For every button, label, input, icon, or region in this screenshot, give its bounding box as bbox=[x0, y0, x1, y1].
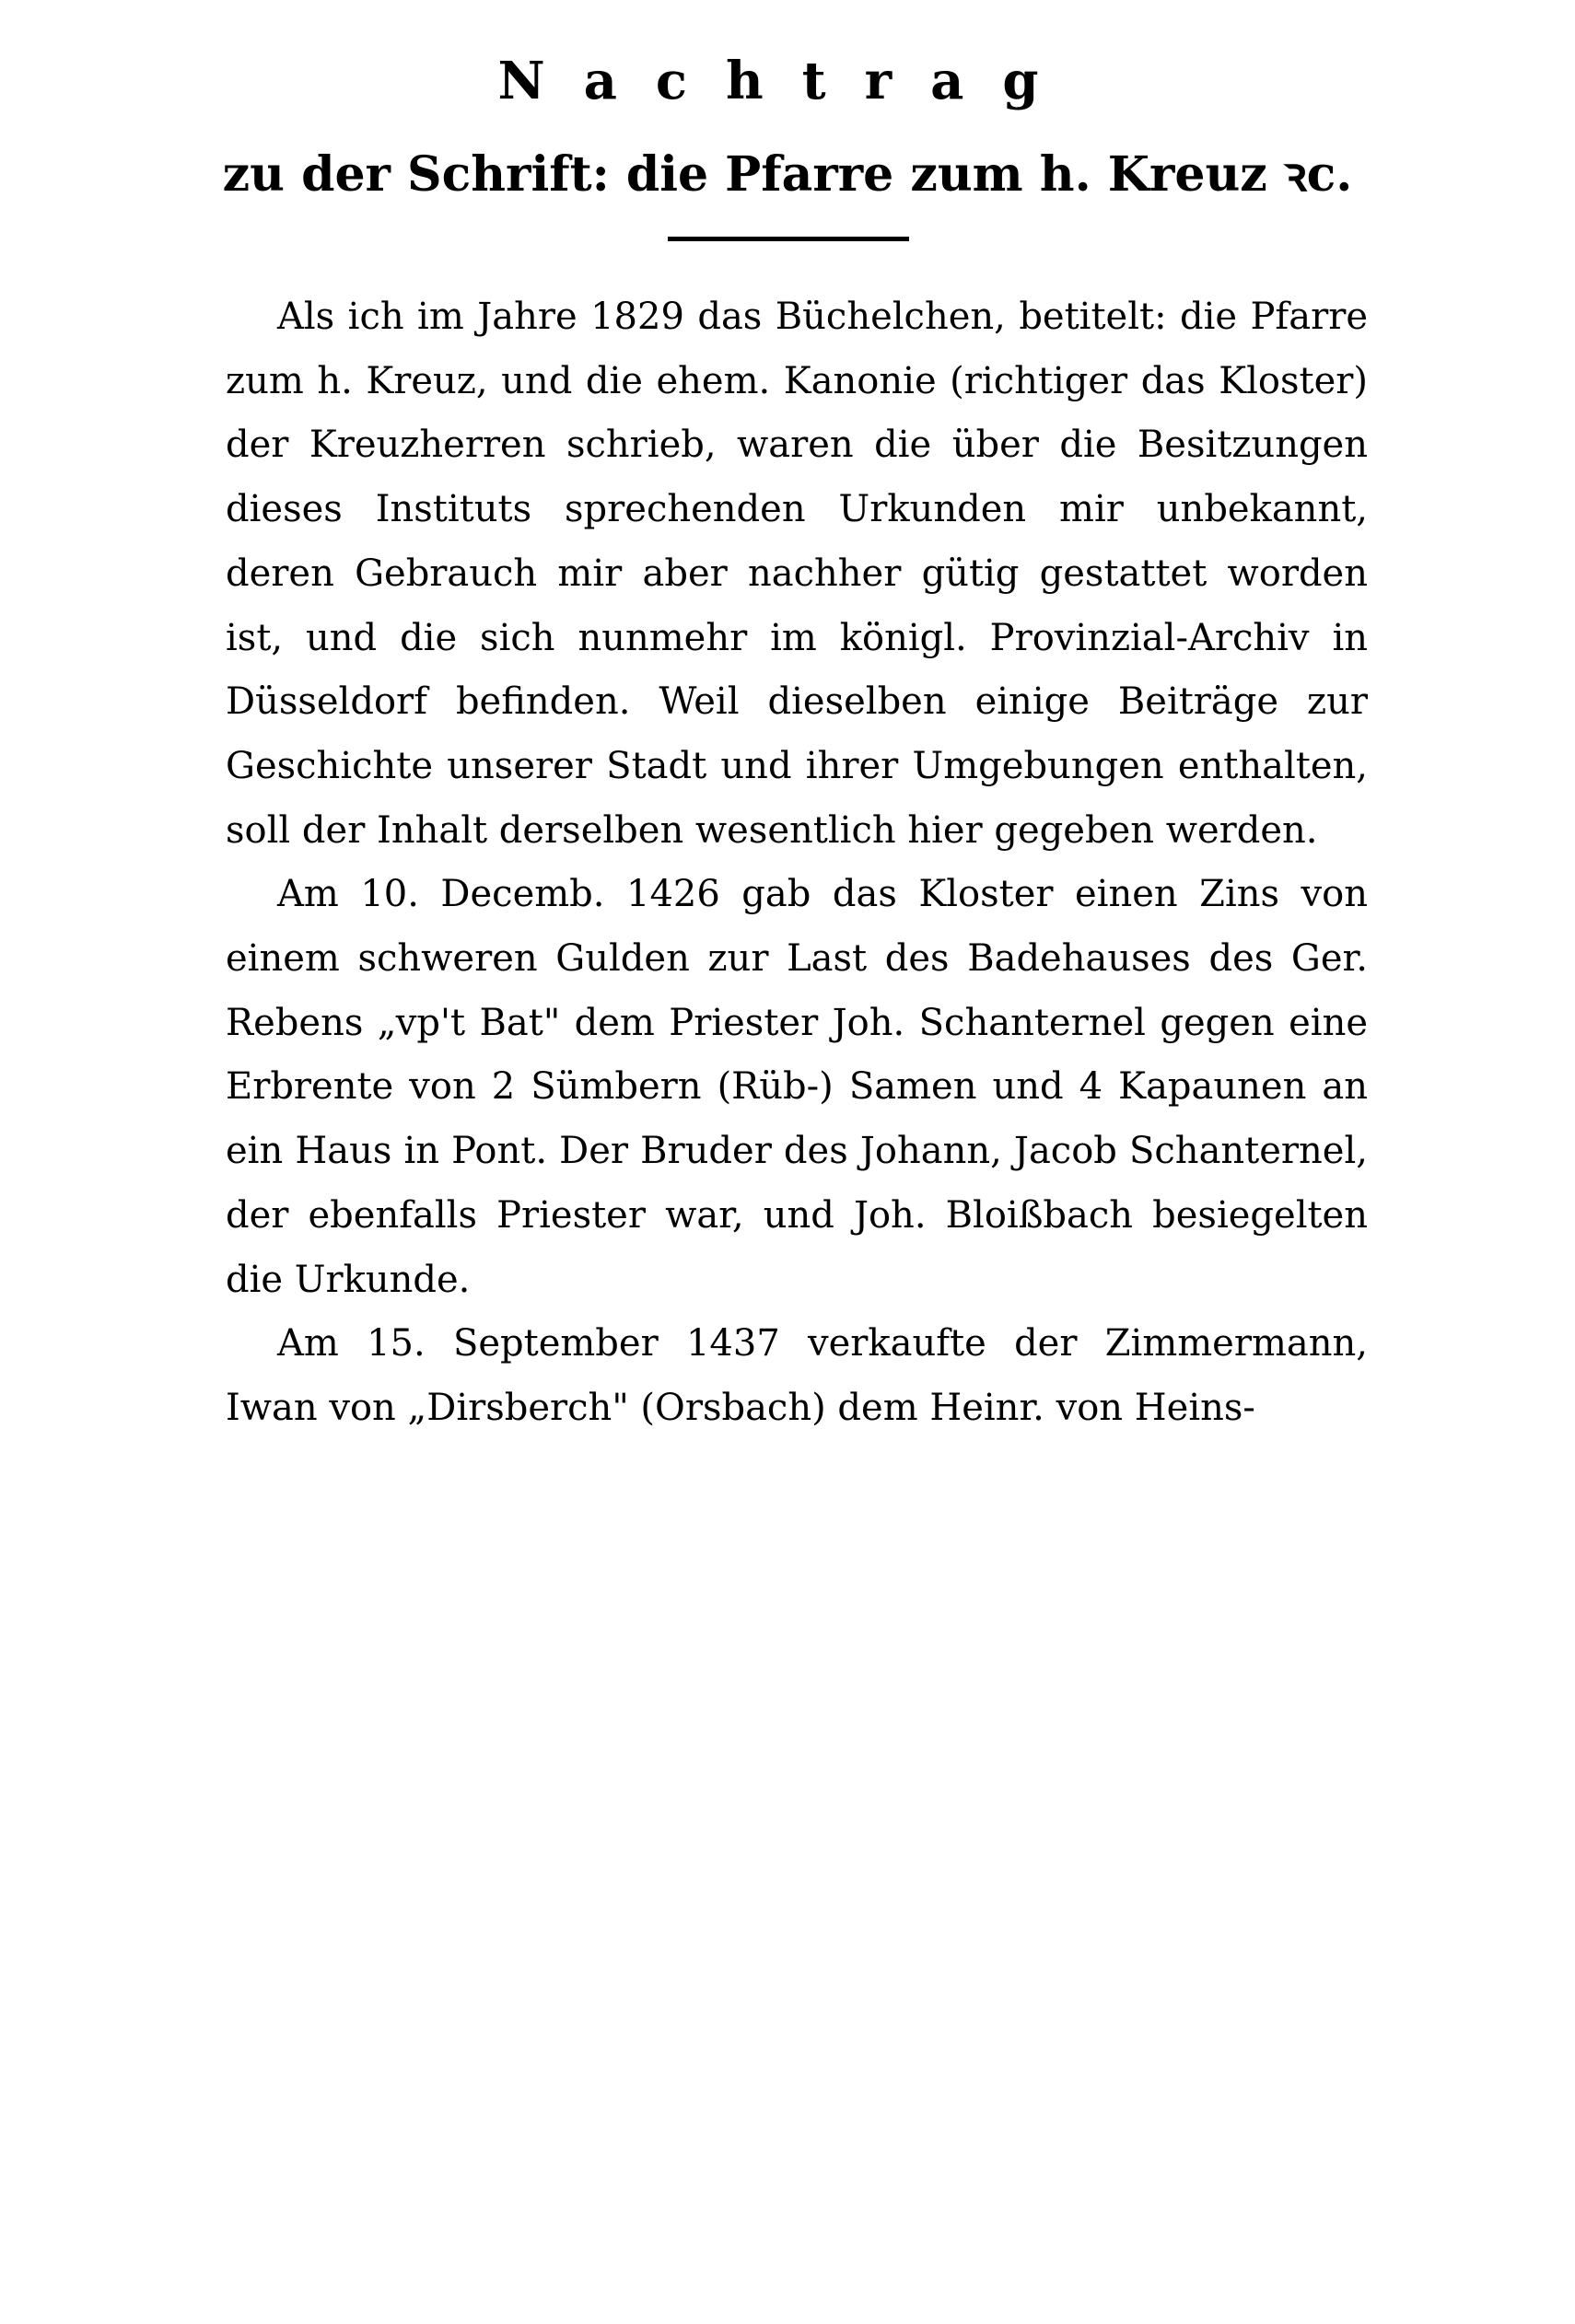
page-subtitle: zu der Schrift: die Pfarre zum h. Kreuz ꝛc. bbox=[222, 146, 1353, 203]
body-text bbox=[226, 285, 1368, 1441]
paragraph-3: Am 15. September 1437 verkaufte der Zimmermann, Iwan von „Dirsberch" (Orsbach) dem Heinr. von Heins- bbox=[226, 1322, 1368, 1429]
page-title: Nachtrag bbox=[497, 51, 1078, 111]
paragraph-2: Am 10. Decemb. 1426 gab das Kloster einen Zins von einem schweren Gulden zur Last des Badehauses des Ger. Rebens „vp't Bat" dem Priester Joh. Schanternel gegen eine Erbrente von 2 Sümbern (Rüb-) Samen und 4 Kapaunen an ein Haus in Pont. Der Bruder des Johann, Jacob Schanternel, der ebenfalls Priester war, und Joh. Bloißbach besiegelten die Urkunde. bbox=[226, 873, 1368, 1301]
paragraph-1: Als ich im Jahre 1829 das Büchelchen, betitelt: die Pfarre zum h. Kreuz, und die ehem. Kanonie (richtiger das Kloster) der Kreuzherren schrieb, waren die über die Besitzungen dieses Instituts sprechenden Urkunden mir unbekannt, deren Gebrauch mir aber nachher gütig gestattet worden ist, und die sich nunmehr im königl. Provinzial-Archiv in Düsseldorf befinden. Weil dieselben einige Beiträge zur Geschichte unserer Stadt und ihrer Umgebungen enthalten, soll der Inhalt derselben wesentlich hier gegeben werden. bbox=[226, 296, 1368, 852]
title-divider bbox=[668, 237, 909, 241]
